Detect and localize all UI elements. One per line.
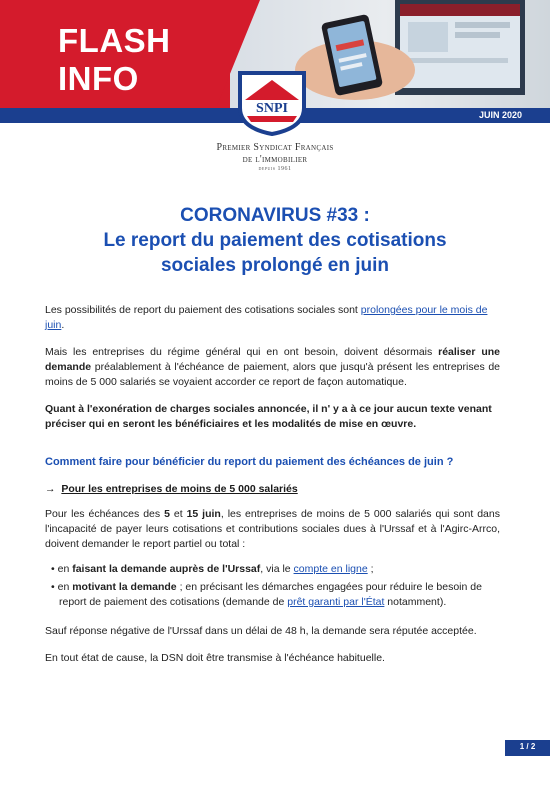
- bullet-item-1: [45, 562, 500, 577]
- paragraph-2: [45, 345, 500, 390]
- flash-line-1: FLASH: [58, 22, 171, 59]
- p2-bold: réaliser une demande: [45, 346, 501, 373]
- bullet1-c: ;: [367, 563, 374, 575]
- tagline-line-3: depuis 1961: [258, 166, 292, 172]
- issue-date: JUIN 2020: [478, 110, 522, 120]
- paragraph-5: [45, 624, 500, 639]
- tagline-line-2: de l'immobilier: [242, 154, 308, 165]
- tagline-line-1: Premier Syndicat Français: [216, 142, 334, 153]
- p3-text: Quant à l'exonération de charges sociales annoncée, il n' y a à ce jour aucun texte venant préciser qui en seront les bénéficiaires et les modalités de mise en œuvre.: [45, 403, 492, 430]
- subsection-label: Pour les entreprises de moins de 5 000 salariés: [61, 483, 298, 495]
- snpi-logo: [237, 70, 307, 136]
- title-line-1: CORONAVIRUS #33 :: [180, 205, 370, 226]
- article-title: [40, 203, 510, 278]
- state-loan-link[interactable]: prêt garanti par l'État: [287, 596, 385, 608]
- flash-line-2: INFO: [58, 60, 139, 97]
- section-title: Comment faire pour bénéficier du report du paiement des échéances de juin ?: [45, 456, 454, 468]
- page-number: 1 / 2: [519, 742, 536, 751]
- logo-text: SNPI: [256, 101, 288, 116]
- title-line-3: sociales prolongé en juin: [160, 255, 390, 276]
- p4-a: Pour les échéances des: [45, 508, 165, 520]
- paragraph-3: [45, 402, 500, 432]
- p4-date-5: 5: [164, 508, 170, 520]
- p6-text: En tout état de cause, la DSN doit être transmise à l'échéance habituelle.: [45, 652, 385, 664]
- subsection-heading: [45, 483, 298, 495]
- p1-end: .: [61, 319, 65, 331]
- p2-a: Mais les entreprises du régime général qui en ont besoin, doivent désormais: [45, 346, 439, 358]
- bullet2-bold: motivant la demande: [72, 581, 177, 593]
- bullet2-a: en: [54, 581, 73, 593]
- bullet2-c: notamment).: [384, 596, 447, 608]
- bullet-dot: •: [51, 581, 55, 593]
- flash-info-title: [58, 22, 171, 98]
- paragraph-1: [45, 303, 500, 333]
- paragraph-4: [45, 507, 500, 552]
- arrow-icon: →: [45, 483, 56, 495]
- p4-c: , les entreprises de moins de 5 000 salariés qui sont dans l'incapacité de payer leurs cotisations et contributions sociales dues à l'Urssaf et à l'Agirc-Arrco, doivent demander le report partiel ou total :: [45, 508, 500, 550]
- bullet-item-2: [45, 580, 500, 610]
- p4-date-15: 15 juin: [186, 508, 221, 520]
- bullet1-bold: faisant la demande auprès de l'Urssaf: [72, 563, 261, 575]
- online-account-link[interactable]: compte en ligne: [293, 563, 368, 575]
- p1-text: Les possibilités de report du paiement des cotisations sociales sont: [45, 304, 361, 316]
- title-line-2: Le report du paiement des cotisations: [103, 230, 447, 251]
- p5-text: Sauf réponse négative de l'Urssaf dans un délai de 48 h, la demande sera réputée acceptée.: [45, 625, 477, 637]
- p2-b: préalablement à l'échéance de paiement, alors que jusqu'à présent les entreprises de moins de 5 000 salariés se voyaient accorder ce report de façon automatique.: [45, 361, 500, 388]
- bullet1-b: , via le: [260, 563, 294, 575]
- bullet1-a: en: [54, 563, 73, 575]
- bullet-dot: •: [51, 563, 55, 575]
- bullet-list: [45, 562, 500, 610]
- bullet2-b: ; en précisant les démarches engagées pour réduire le besoin de report de paiement des cotisations (demande de: [59, 581, 482, 608]
- p4-b: et: [169, 508, 187, 520]
- paragraph-6: [45, 651, 500, 666]
- prolongation-link[interactable]: prolongées pour le mois de juin: [45, 304, 488, 331]
